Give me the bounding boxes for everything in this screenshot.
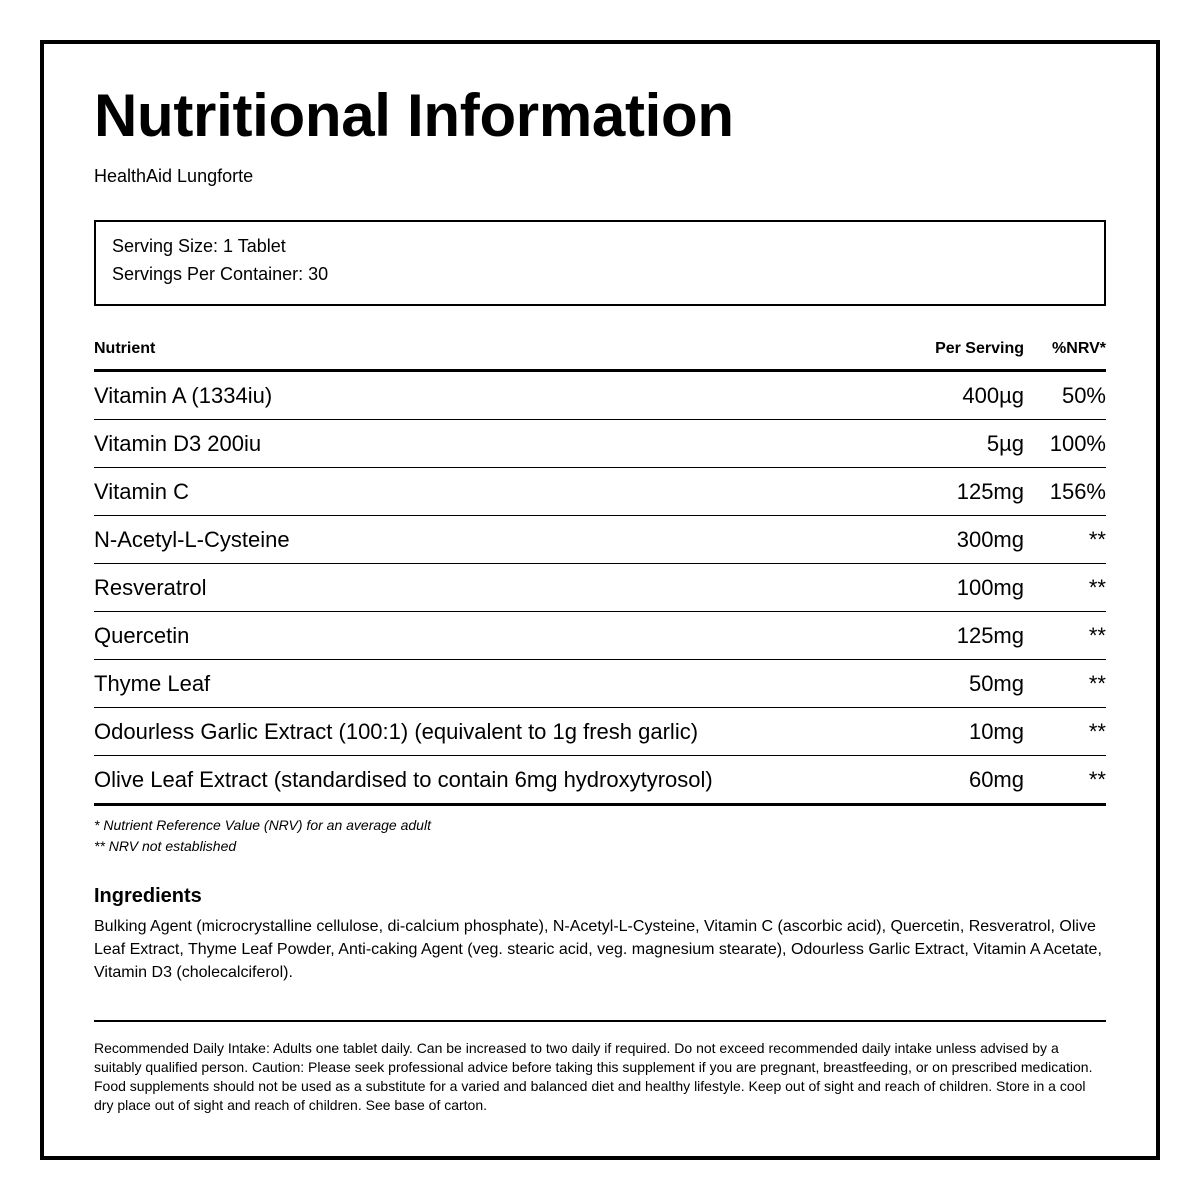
- table-row: [94, 468, 1106, 516]
- nutrient-table: [94, 372, 1106, 806]
- nrv-value: 50%: [1061, 382, 1106, 408]
- per-serving-value: 125mg: [956, 622, 1024, 648]
- nutrient-name: Odourless Garlic Extract (100:1) (equivalent to 1g fresh garlic): [94, 718, 699, 744]
- table-row: [94, 420, 1106, 468]
- per-serving-value: 400µg: [962, 382, 1024, 408]
- per-serving-value: 5µg: [986, 430, 1024, 456]
- nrv-value: 100%: [1049, 430, 1106, 456]
- table-row: [94, 708, 1106, 756]
- nutrient-name: Vitamin A (1334iu): [94, 382, 273, 408]
- disclaimer-text: Recommended Daily Intake: Adults one tablet daily. Can be increased to two daily if required. Do not exceed recommended daily intake unless advised by a suitably qualified person. Caution: Please seek professional advice before taking this supplement if you are pregnant, breastfeeding, or on prescribed medication. Food supplements should not be used as a substitute for a varied and balanced diet and healthy lifestyle. Keep out of sight and reach of children. Store in a cool dry place out of sight and reach of children. See base of carton.: [94, 1040, 1093, 1113]
- nrv-value: **: [1088, 670, 1106, 696]
- servings-per-container: Servings Per Container: 30: [112, 264, 329, 284]
- product-name: HealthAid Lungforte: [94, 166, 254, 186]
- serving-info-box: [94, 220, 1106, 306]
- footnote-not-established: ** NRV not established: [94, 838, 237, 854]
- nrv-value: **: [1088, 622, 1106, 648]
- footnote-nrv: * Nutrient Reference Value (NRV) for an average adult: [94, 817, 431, 833]
- ingredients-text: Bulking Agent (microcrystalline cellulose, di-calcium phosphate), N-Acetyl-L-Cysteine, Vitamin C (ascorbic acid), Quercetin, Resveratrol, Olive Leaf Extract, Thyme Leaf Powder, Anti-caking Agent (veg. stearic acid, veg. magnesium stearate), Odourless Garlic Extract, Vitamin A Acetate, Vitamin D3 (cholecalciferol).: [94, 918, 1102, 981]
- serving-size: Serving Size: 1 Tablet: [112, 236, 286, 256]
- table-row: [94, 612, 1106, 660]
- table-header: [94, 338, 1106, 372]
- per-serving-value: 10mg: [968, 718, 1024, 744]
- nutrient-name: N-Acetyl-L-Cysteine: [94, 526, 290, 552]
- ingredients-heading: Ingredients: [94, 885, 202, 907]
- nrv-value: **: [1088, 766, 1106, 792]
- nutrient-name: Vitamin D3 200iu: [94, 430, 262, 456]
- footnotes: [94, 815, 1106, 857]
- per-serving-value: 50mg: [968, 670, 1024, 696]
- header-nutrient: Nutrient: [94, 340, 156, 357]
- nutrient-name: Resveratrol: [94, 574, 207, 600]
- table-row: [94, 372, 1106, 420]
- nutrient-name: Thyme Leaf: [94, 670, 211, 696]
- nutrition-label: [94, 80, 1106, 1115]
- nrv-value: **: [1088, 718, 1106, 744]
- nutrient-name: Quercetin: [94, 622, 190, 648]
- header-per-serving: Per Serving: [935, 340, 1024, 357]
- table-row: [94, 564, 1106, 612]
- page-title: Nutritional Information: [94, 82, 734, 149]
- nrv-value: **: [1088, 574, 1106, 600]
- header-nrv: %NRV*: [1052, 340, 1106, 357]
- table-row: [94, 516, 1106, 564]
- table-row: [94, 660, 1106, 708]
- nrv-value: 156%: [1049, 478, 1106, 504]
- nutrient-name: Vitamin C: [94, 478, 189, 504]
- divider: [94, 1020, 1106, 1022]
- nrv-value: **: [1088, 526, 1106, 552]
- per-serving-value: 125mg: [956, 478, 1024, 504]
- table-row: [94, 756, 1106, 806]
- per-serving-value: 100mg: [956, 574, 1024, 600]
- per-serving-value: 60mg: [968, 766, 1024, 792]
- per-serving-value: 300mg: [956, 526, 1024, 552]
- nutrient-name: Olive Leaf Extract (standardised to contain 6mg hydroxytyrosol): [94, 766, 713, 792]
